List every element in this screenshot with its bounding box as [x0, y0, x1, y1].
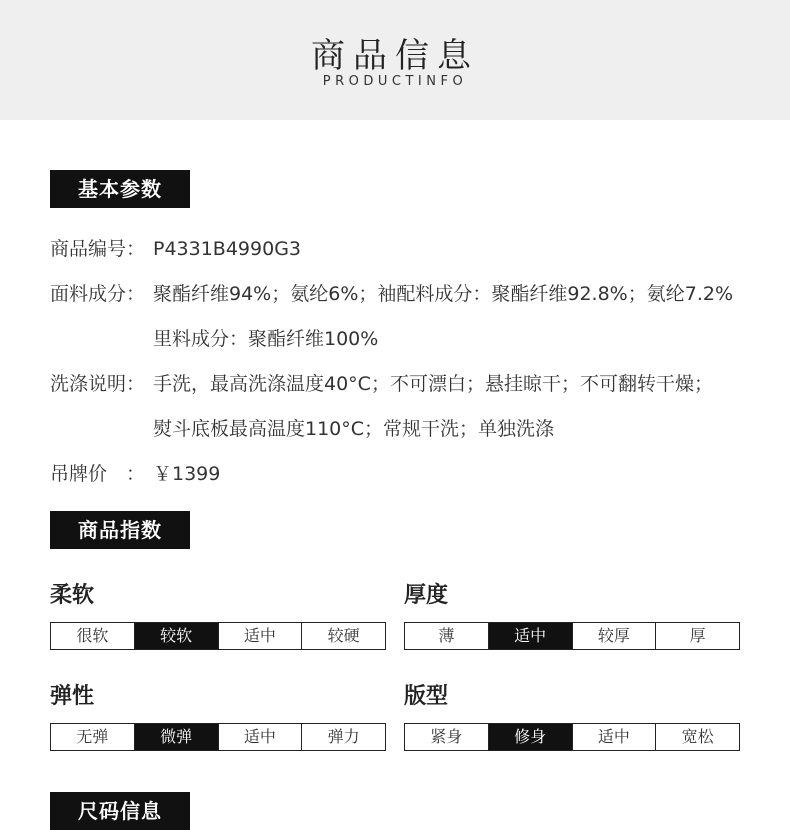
index-title: 柔软	[50, 583, 95, 608]
param-label: 吊牌价 ：	[50, 463, 146, 485]
param-value: 聚酯纤维94%；氨纶6%；袖配料成分：聚酯纤维92.8%；氨纶7.2%	[153, 283, 734, 305]
index-option: 薄	[405, 623, 489, 649]
index-scale	[50, 723, 386, 751]
param-wash	[50, 372, 713, 396]
param-product-code	[50, 237, 301, 261]
param-label: 洗涤说明：	[50, 373, 146, 395]
param-label: 商品编号：	[50, 238, 146, 260]
section-basic-params: 基本参数	[50, 170, 190, 208]
param-fabric	[50, 282, 733, 306]
param-value: ￥1399	[153, 463, 221, 485]
index-scale	[404, 622, 740, 650]
index-option: 宽松	[681, 727, 714, 746]
index-option: 厚	[689, 626, 706, 645]
index-option: 较厚	[573, 623, 657, 649]
param-label: 面料成分：	[50, 283, 146, 305]
index-option-selected: 微弹	[135, 724, 219, 750]
index-title: 弹性	[50, 684, 95, 709]
param-value: P4331B4990G3	[153, 238, 302, 260]
index-title: 版型	[404, 684, 449, 709]
index-option: 紧身	[405, 724, 489, 750]
index-option: 较硬	[327, 626, 360, 645]
index-option: 适中	[573, 724, 657, 750]
index-option-selected: 修身	[489, 724, 573, 750]
param-fabric-line2: 里料成分：聚酯纤维100%	[153, 328, 379, 350]
index-option: 很软	[51, 623, 135, 649]
banner-subtitle: PRODUCTINFO	[322, 74, 468, 89]
index-scale	[50, 622, 386, 650]
index-scale	[404, 723, 740, 751]
header-banner	[0, 0, 790, 120]
index-option: 适中	[219, 724, 303, 750]
param-price	[50, 462, 220, 486]
index-option-selected: 较软	[135, 623, 219, 649]
section-product-index: 商品指数	[50, 511, 190, 549]
index-title: 厚度	[404, 583, 449, 608]
banner-title: 商品信息	[311, 36, 479, 76]
index-option-selected: 适中	[489, 623, 573, 649]
index-option: 弹力	[327, 727, 360, 746]
param-value: 手洗，最高洗涤温度40°C；不可漂白；悬挂晾干；不可翻转干燥；	[153, 373, 713, 395]
index-option: 适中	[219, 623, 303, 649]
index-option: 无弹	[51, 724, 135, 750]
section-size-info: 尺码信息	[50, 792, 190, 830]
param-wash-line2: 熨斗底板最高温度110°C；常规干洗；单独洗涤	[153, 418, 555, 440]
